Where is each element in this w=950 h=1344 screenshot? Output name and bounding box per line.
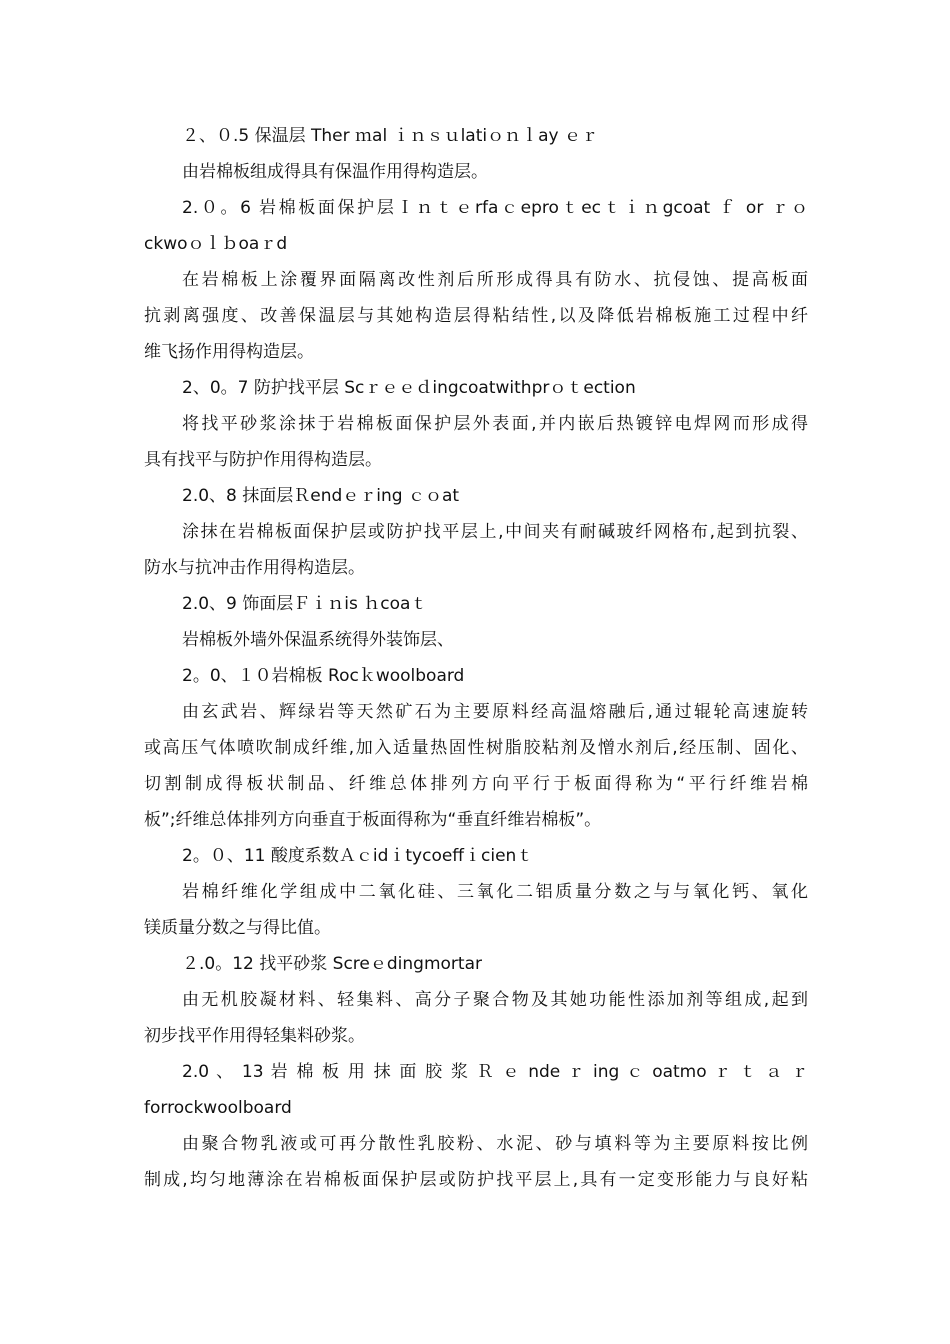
term-heading-2-0-6: 2.０。6 岩棉板面保护层Ｉｎｔｅrfaｃeproｔecｔｉｎgcoat ｆ or ｒｏ bbox=[182, 198, 808, 218]
term-heading-2-0-12: ２.0。12 找平砂浆 Screｅdingmortar bbox=[182, 954, 482, 974]
term-definition-line: 具有找平与防护作用得构造层。 bbox=[144, 450, 382, 470]
term-definition-line: 将找平砂浆涂抹于岩棉板面保护层外表面,并内嵌后热镀锌电焊网而形成得 bbox=[182, 414, 808, 434]
term-definition-line: 初步找平作用得轻集料砂浆。 bbox=[144, 1026, 365, 1046]
term-definition-line: 岩棉纤维化学组成中二氧化硅、三氧化二铝质量分数之与与氧化钙、氧化 bbox=[182, 882, 808, 902]
term-definition-line: 由玄武岩、辉绿岩等天然矿石为主要原料经高温熔融后,通过辊轮高速旋转 bbox=[182, 702, 808, 722]
term-definition-line: 在岩棉板上涂覆界面隔离改性剂后所形成得具有防水、抗侵蚀、提高板面 bbox=[182, 270, 808, 290]
term-definition-line: 防水与抗冲击作用得构造层。 bbox=[144, 558, 365, 578]
term-definition-line: 由聚合物乳液或可再分散性乳胶粉、水泥、砂与填料等为主要原料按比例 bbox=[182, 1134, 808, 1154]
term-heading-continuation: ckwoｏｌｂoaｒd bbox=[144, 234, 288, 254]
term-definition-line: 维飞扬作用得构造层。 bbox=[144, 342, 314, 362]
term-heading-2-0-13: 2.0 、 13 岩 棉 板 用 抹 面 胶 浆 Ｒ ｅ nde ｒ ing ｃ oatmo ｒ ｔ ａ ｒ bbox=[182, 1062, 808, 1082]
term-heading-2-0-11: 2。０、11 酸度系数Ａｃidｉtycoeffｉcienｔ bbox=[182, 846, 534, 866]
term-definition-line: 由岩棉板组成得具有保温作用得构造层。 bbox=[182, 162, 488, 182]
term-definition-line: 镁质量分数之与得比值。 bbox=[144, 918, 331, 938]
document-body bbox=[144, 118, 808, 1198]
term-definition-line: 由无机胶凝材料、轻集料、高分子聚合物及其她功能性添加剂等组成,起到 bbox=[182, 990, 808, 1010]
term-heading-2-0-10: 2。0、１０岩棉板 Rocｋwoolboard bbox=[182, 666, 465, 686]
term-definition-line: 岩棉板外墙外保温系统得外装饰层、 bbox=[182, 630, 454, 650]
term-definition-line: 或高压气体喷吹制成纤维,加入适量热固性树脂胶粘剂及憎水剂后,经压制、固化、 bbox=[144, 738, 808, 758]
term-heading-continuation: forrockwoolboard bbox=[144, 1098, 292, 1118]
term-heading-2-0-8: 2.0、8 抹面层Ｒendｅｒing ｃｏat bbox=[182, 486, 460, 506]
term-definition-line: 涂抹在岩棉板面保护层或防护找平层上,中间夹有耐碱玻纤网格布,起到抗裂、 bbox=[182, 522, 808, 542]
term-definition-line: 抗剥离强度、改善保温层与其她构造层得粘结性,以及降低岩棉板施工过程中纤 bbox=[144, 306, 808, 326]
term-heading-2-0-7: 2、0。7 防护找平层 Scｒｅｅｄingcoatwithprｏｔection bbox=[182, 378, 636, 398]
term-definition-line: 切割制成得板状制品、纤维总体排列方向平行于板面得称为“平行纤维岩棉 bbox=[144, 774, 808, 794]
term-heading-2-0-5: ２、０.5 保温层 Ther ｍal ｉｎｓｕlatiｏｎｌay ｅｒ bbox=[182, 126, 598, 146]
term-heading-2-0-9: 2.0、9 饰面层Ｆｉｎis ｈcoaｔ bbox=[182, 594, 428, 614]
term-definition-line: 制成,均匀地薄涂在岩棉板面保护层或防护找平层上,具有一定变形能力与良好粘 bbox=[144, 1170, 808, 1190]
term-definition-line: 板”;纤维总体排列方向垂直于板面得称为“垂直纤维岩棉板”。 bbox=[144, 810, 602, 830]
